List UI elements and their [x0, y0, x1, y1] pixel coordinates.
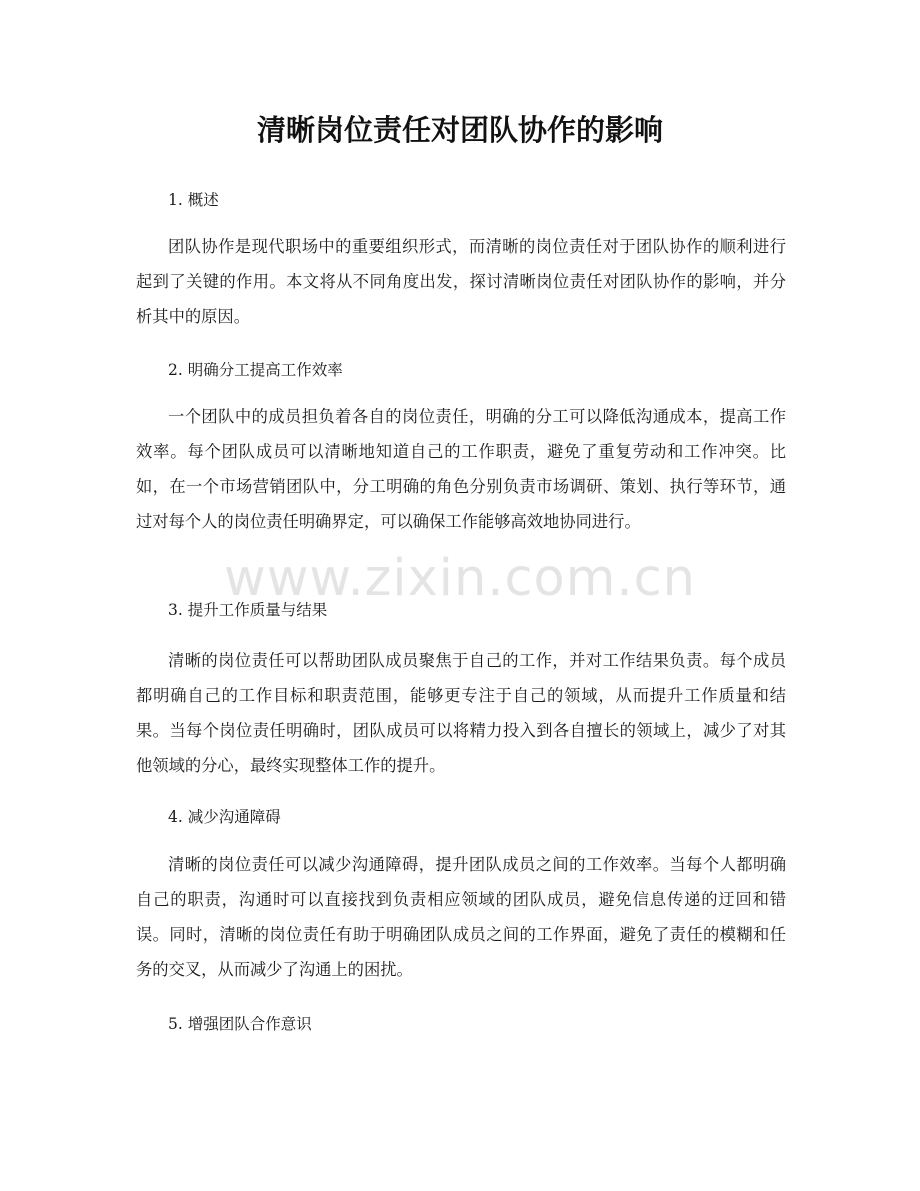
section-paragraph-3: 清晰的岗位责任可以帮助团队成员聚焦于自己的工作，并对工作结果负责。每个成员都明确自己的工作目标和职责范围，能够更专注于自己的领域，从而提升工作质量和结果。当每个岗位责任明确时，团队成员可以将精力投入到各自擅长的领域上，减少了对其他领域的分心，最终实现整体工作的提升。	[136, 651, 786, 775]
section-heading-2: 2. 明确分工提高工作效率	[168, 361, 343, 379]
section-paragraph-1: 团队协作是现代职场中的重要组织形式，而清晰的岗位责任对于团队协作的顺利进行起到了关键的作用。本文将从不同角度出发，探讨清晰岗位责任对团队协作的影响，并分析其中的原因。	[136, 237, 786, 326]
document-title: 清晰岗位责任对团队协作的影响	[256, 113, 663, 147]
section-paragraph-4: 清晰的岗位责任可以减少沟通障碍，提升团队成员之间的工作效率。当每个人都明确自己的职责，沟通时可以直接找到负责相应领域的团队成员，避免信息传递的迂回和错误。同时，清晰的岗位责任有助于明确团队成员之间的工作界面，避免了责任的模糊和任务的交叉，从而减少了沟通上的困扰。	[136, 855, 786, 979]
section-heading-4: 4. 减少沟通障碍	[168, 808, 281, 826]
watermark: www.zixin.com.cn	[224, 549, 696, 608]
section-heading-5: 5. 增强团队合作意识	[168, 1015, 312, 1033]
section-heading-3: 3. 提升工作质量与结果	[168, 601, 328, 619]
section-paragraph-2: 一个团队中的成员担负着各自的岗位责任，明确的分工可以降低沟通成本，提高工作效率。每个团队成员可以清晰地知道自己的工作职责，避免了重复劳动和工作冲突。比如，在一个市场营销团队中，分工明确的角色分别负责市场调研、策划、执行等环节，通过对每个人的岗位责任明确界定，可以确保工作能够高效地协同进行。	[136, 407, 786, 531]
section-heading-1: 1. 概述	[168, 191, 219, 209]
